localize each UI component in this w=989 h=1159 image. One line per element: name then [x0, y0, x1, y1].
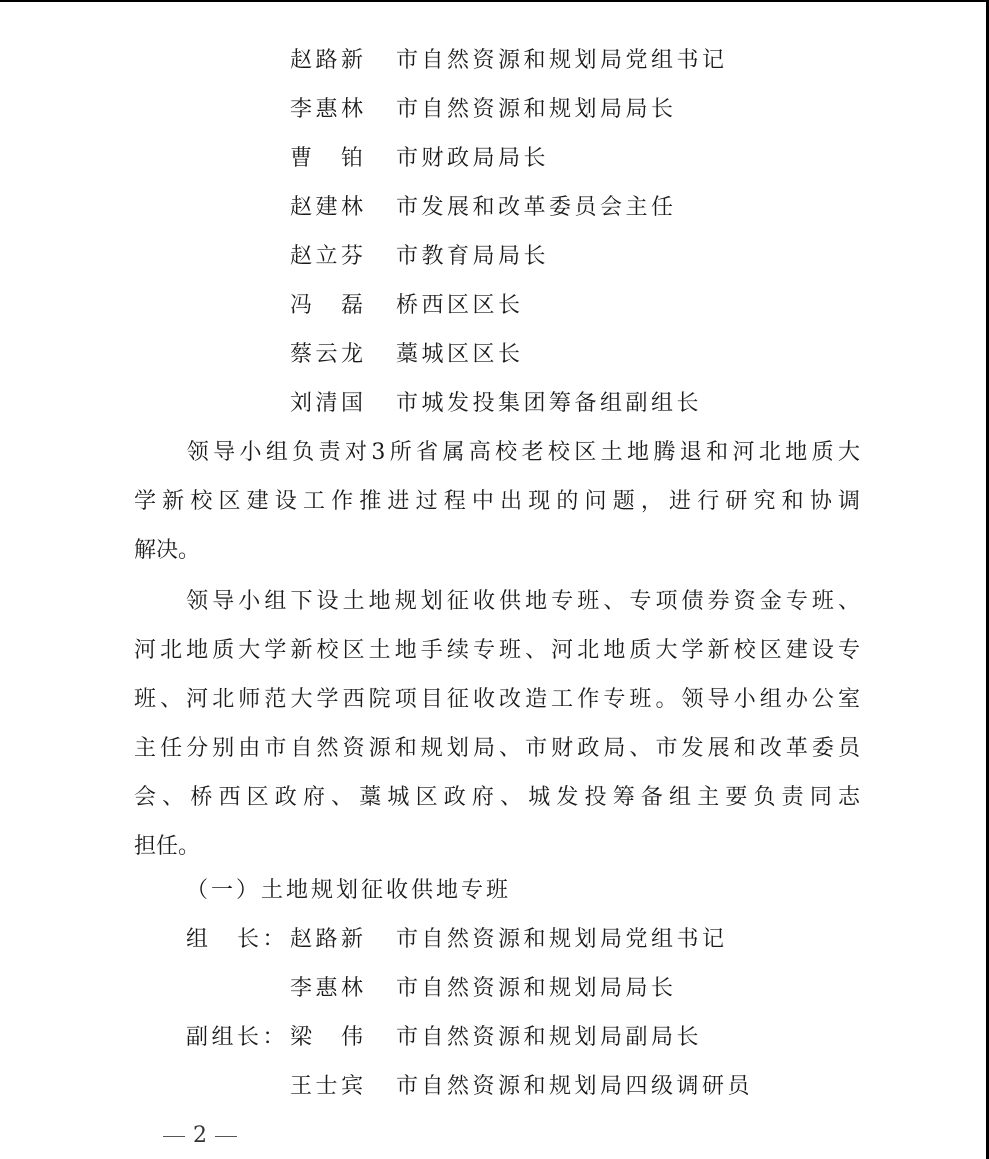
paragraph-line: 学新校区建设工作推进过程中出现的问题，进行研究和协调 [134, 489, 860, 514]
member-title: 市自然资源和规划局四级调研员 [396, 1074, 754, 1099]
member-title: 桥西区区长 [396, 293, 524, 318]
footer-dash-right [215, 1136, 237, 1137]
page-top-border [0, 0, 989, 2]
page-footer [155, 1123, 245, 1149]
paragraph-duties [134, 428, 860, 575]
paragraph-line: 担任。 [134, 834, 201, 859]
member-role: 副组长： [186, 1025, 289, 1050]
member-name: 赵建林 [290, 195, 367, 220]
paragraph-line: 主任分别由市自然资源和规划局、市财政局、市发展和改革委员 [134, 736, 860, 761]
paragraph-line: 领导小组下设土地规划征收供地专班、专项债券资金专班、 [134, 589, 860, 614]
paragraph-line: 会、桥西区政府、藁城区政府、城发投筹备组主要负责同志 [134, 785, 860, 810]
member-role: 组 长： [186, 927, 289, 952]
paragraph-task-forces [134, 577, 860, 871]
member-title: 市自然资源和规划局党组书记 [396, 48, 728, 73]
paragraph-line: 领导小组负责对3所省属高校老校区土地腾退和河北地质大 [134, 440, 860, 465]
section-heading: （一）土地规划征收供地专班 [186, 878, 512, 903]
member-title: 市教育局局长 [396, 244, 550, 269]
member-name: 王士宾 [290, 1074, 367, 1099]
member-name: 赵立芬 [290, 244, 367, 269]
member-name: 赵路新 [290, 927, 367, 952]
paragraph-line: 河北地质大学新校区土地手续专班、河北地质大学新校区建设专 [134, 638, 860, 663]
paragraph-line: 解决。 [134, 538, 201, 563]
member-title: 藁城区区长 [396, 342, 524, 367]
footer-dash-left [163, 1136, 185, 1137]
member-name: 赵路新 [290, 48, 367, 73]
member-name: 李惠林 [290, 976, 367, 1001]
member-name: 蔡云龙 [290, 342, 367, 367]
member-name: 刘清国 [290, 391, 367, 416]
member-title: 市自然资源和规划局副局长 [396, 1025, 703, 1050]
member-title: 市城发投集团筹备组副组长 [396, 391, 703, 416]
member-title: 市自然资源和规划局局长 [396, 97, 677, 122]
paragraph-line: 班、河北师范大学西院项目征收改造工作专班。领导小组办公室 [134, 687, 860, 712]
page-number: 2 [193, 1123, 207, 1148]
member-title: 市发展和改革委员会主任 [396, 195, 677, 220]
member-name: 曹 铂 [290, 146, 367, 171]
member-title: 市财政局局长 [396, 146, 550, 171]
member-name: 李惠林 [290, 97, 367, 122]
member-title: 市自然资源和规划局党组书记 [396, 927, 728, 952]
member-name: 梁 伟 [290, 1025, 367, 1050]
member-name: 冯 磊 [290, 293, 367, 318]
member-title: 市自然资源和规划局局长 [396, 976, 677, 1001]
